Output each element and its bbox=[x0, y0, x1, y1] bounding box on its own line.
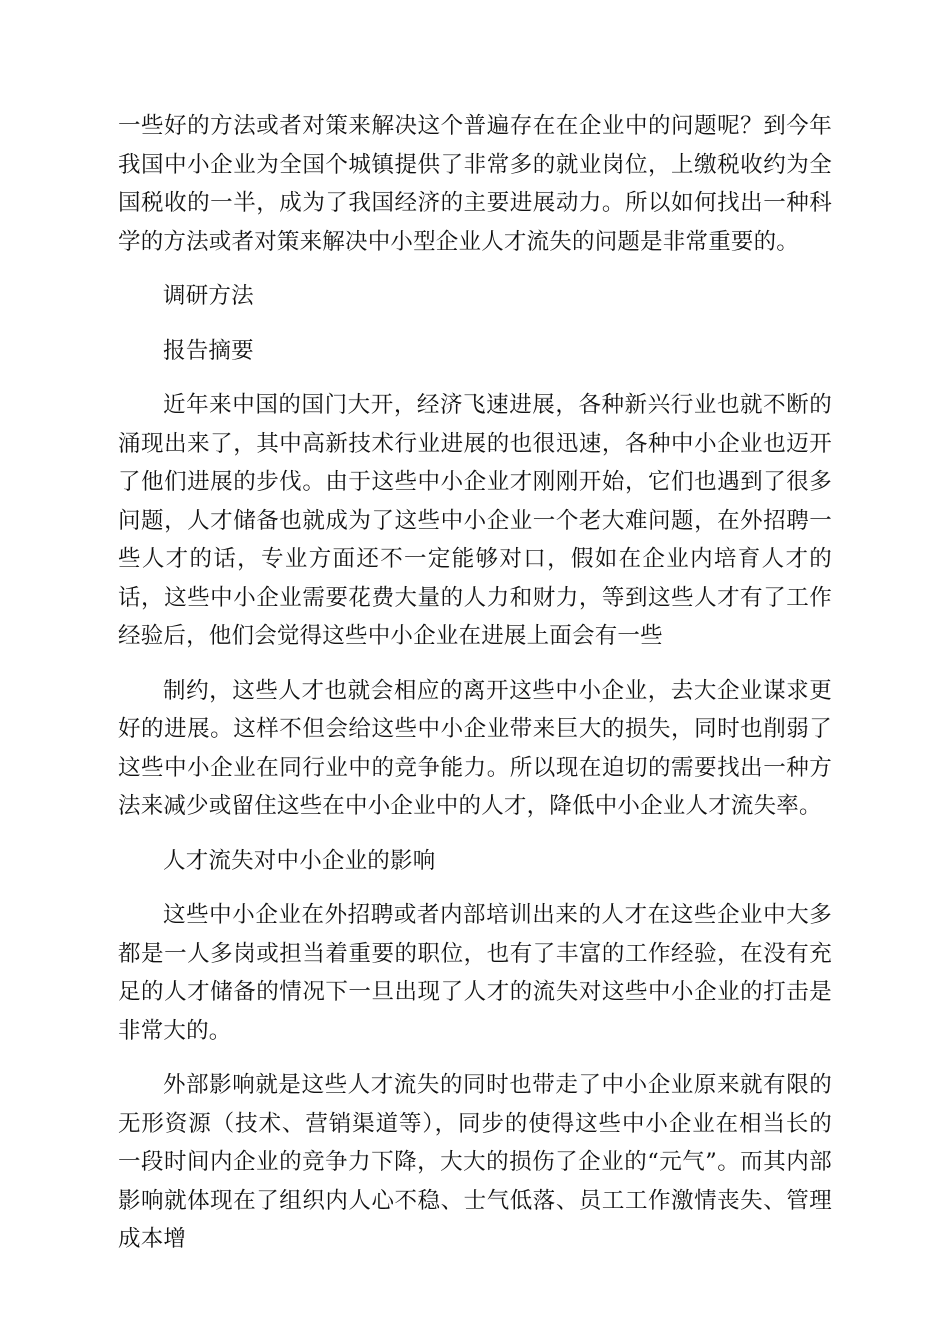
document-body bbox=[118, 107, 832, 1259]
heading-research-method: 调研方法 bbox=[163, 283, 254, 309]
paragraph-intro-continuation: 一些好的方法或者对策来解决这个普遍存在在企业中的问题呢？到今年我国中小企业为全国个城镇提供了非常多的就业岗位，上缴税收约为全国税收的一半，成为了我国经济的主要进展动力。所以如何找出一种科学的方法或者对策来解决中小型企业人才流失的问题是非常重要的。 bbox=[118, 113, 832, 255]
heading-talent-loss-impact: 人才流失对中小企业的影响 bbox=[163, 847, 436, 874]
paragraph-external-internal-impact: 外部影响就是这些人才流失的同时也带走了中小企业原来就有限的无形资源（技术、营销渠道等），同步的使得这些中小企业在相当长的一段时间内企业的竞争力下降，大大的损伤了企业的“元气”。而其内部影响就体现在了组织内人心不稳、士气低落、员工工作激情丧失、管理成本增 bbox=[118, 1072, 832, 1252]
paragraph-summary: 近年来中国的国门大开，经济飞速进展，各种新兴行业也就不断的涌现出来了，其中高新技术行业进展的也很迅速，各种中小企业也迈开了他们进展的步伐。由于这些中小企业才刚刚开始，它们也遇到了很多问题，人才储备也就成为了这些中小企业一个老大难问题，在外招聘一些人才的话，专业方面还不一定能够对口，假如在企业内培育人才的话，这些中小企业需要花费大量的人力和财力，等到这些人才有了工作经验后，他们会觉得这些中小企业在进展上面会有一些 bbox=[118, 392, 832, 649]
paragraph-impact: 这些中小企业在外招聘或者内部培训出来的人才在这些企业中大多都是一人多岗或担当着重要的职位，也有了丰富的工作经验，在没有充足的人才储备的情况下一旦出现了人才的流失对这些中小企业的打击是非常大的。 bbox=[118, 902, 832, 1044]
heading-report-summary: 报告摘要 bbox=[163, 337, 254, 364]
paragraph-summary-continued: 制约，这些人才也就会相应的离开这些中小企业，去大企业谋求更好的进展。这样不但会给这些中小企业带来巨大的损失，同时也削弱了这些中小企业在同行业中的竞争能力。所以现在迫切的需要找出一种方法来减少或留住这些在中小企业中的人才，降低中小企业人才流失率。 bbox=[118, 677, 832, 819]
